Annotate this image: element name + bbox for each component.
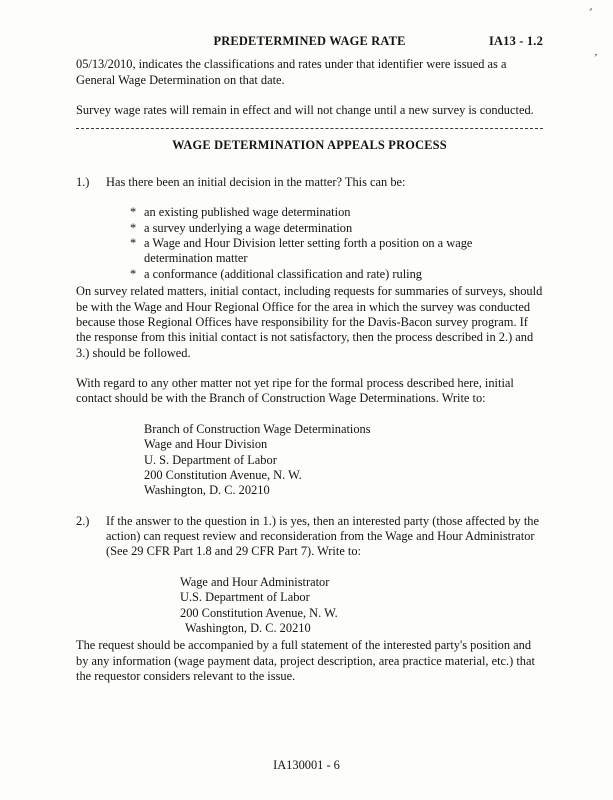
section-divider [76,128,543,129]
address-line: Washington, D. C. 20210 [144,483,270,498]
bullet-marker: * [130,205,137,220]
list-item [130,236,543,267]
item-number: 1.) [76,174,90,189]
administrator-address-block [76,575,543,637]
address-line: 200 Constitution Avenue, N. W. [180,605,338,620]
bullet-marker: * [130,220,137,235]
address-line: U. S. Department of Labor [144,452,277,467]
address-line: 200 Constitution Avenue, N. W. [144,467,302,482]
address-line: Branch of Construction Wage Determinations [144,421,371,436]
list-item-text: a Wage and Hour Division letter setting forth a position on a wage determination matter [144,236,473,266]
list-item-text: a conformance (additional classification and rate) ruling [144,266,422,281]
survey-matters-paragraph: On survey related matters, initial contact, including requests for summaries of surveys, should be with the Wage and Hour Regional Office for the area in which the survey was conducted because those Regional Offices have responsibility for the Davis-Bacon survey program. If the response from this initial contact is not satisfactory, then the process described in 2.) and 3.) should be followed. [76,284,543,360]
bullet-marker: * [130,266,137,281]
bullet-marker: * [130,236,137,250]
item-text: Has there been an initial decision in the matter? This can be: [106,174,406,189]
survey-rates-paragraph: Survey wage rates will remain in effect and will not change until a new survey is conducted. [76,103,534,118]
list-item [130,221,543,236]
document-header [76,34,543,49]
numbered-item-2 [76,514,543,560]
address-line: Wage and Hour Administrator [180,574,330,589]
decision-types-list [76,205,543,282]
section-title: WAGE DETERMINATION APPEALS PROCESS [172,137,447,152]
closing-paragraph: The request should be accompanied by a full statement of the interested party's position and by any information (wage payment data, project description, area practice material, etc.) that the requestor considers relevant to the issue. [76,638,535,683]
numbered-item-1 [76,175,543,190]
list-item-text: a survey underlying a wage determination [144,220,353,235]
item-text: If the answer to the question in 1.) is yes, then an interested party (those affected by the action) can request review and reconsideration from the Wage and Hour Administrator (See 29 CFR Part 1.8 and 29 CFR Part 7). Write to: [106,513,539,559]
address-line: Wage and Hour Division [144,437,268,452]
list-item [130,205,543,220]
address-line: U.S. Department of Labor [180,590,310,605]
document-reference-number: IA13 - 1.2 [489,34,543,48]
scan-artifact: ’ [584,5,595,19]
intro-paragraph: 05/13/2010, indicates the classifications and rates under that identifier were issued as a General Wage Determination on that date. [76,57,507,87]
document-title: PREDETERMINED WAGE RATE [213,34,406,48]
list-item [130,267,543,282]
other-matter-paragraph: With regard to any other matter not yet ripe for the formal process described here, initial contact should be with the Branch of Construction Wage Determinations. Write to: [76,376,514,406]
item-number: 2.) [76,513,90,528]
scan-artifact: ’ [592,51,599,65]
branch-address-block [76,422,543,499]
address-line: Washington, D. C. 20210 [185,620,311,635]
list-item-text: an existing published wage determination [144,205,351,220]
page-footer: IA130001 - 6 [273,758,340,772]
